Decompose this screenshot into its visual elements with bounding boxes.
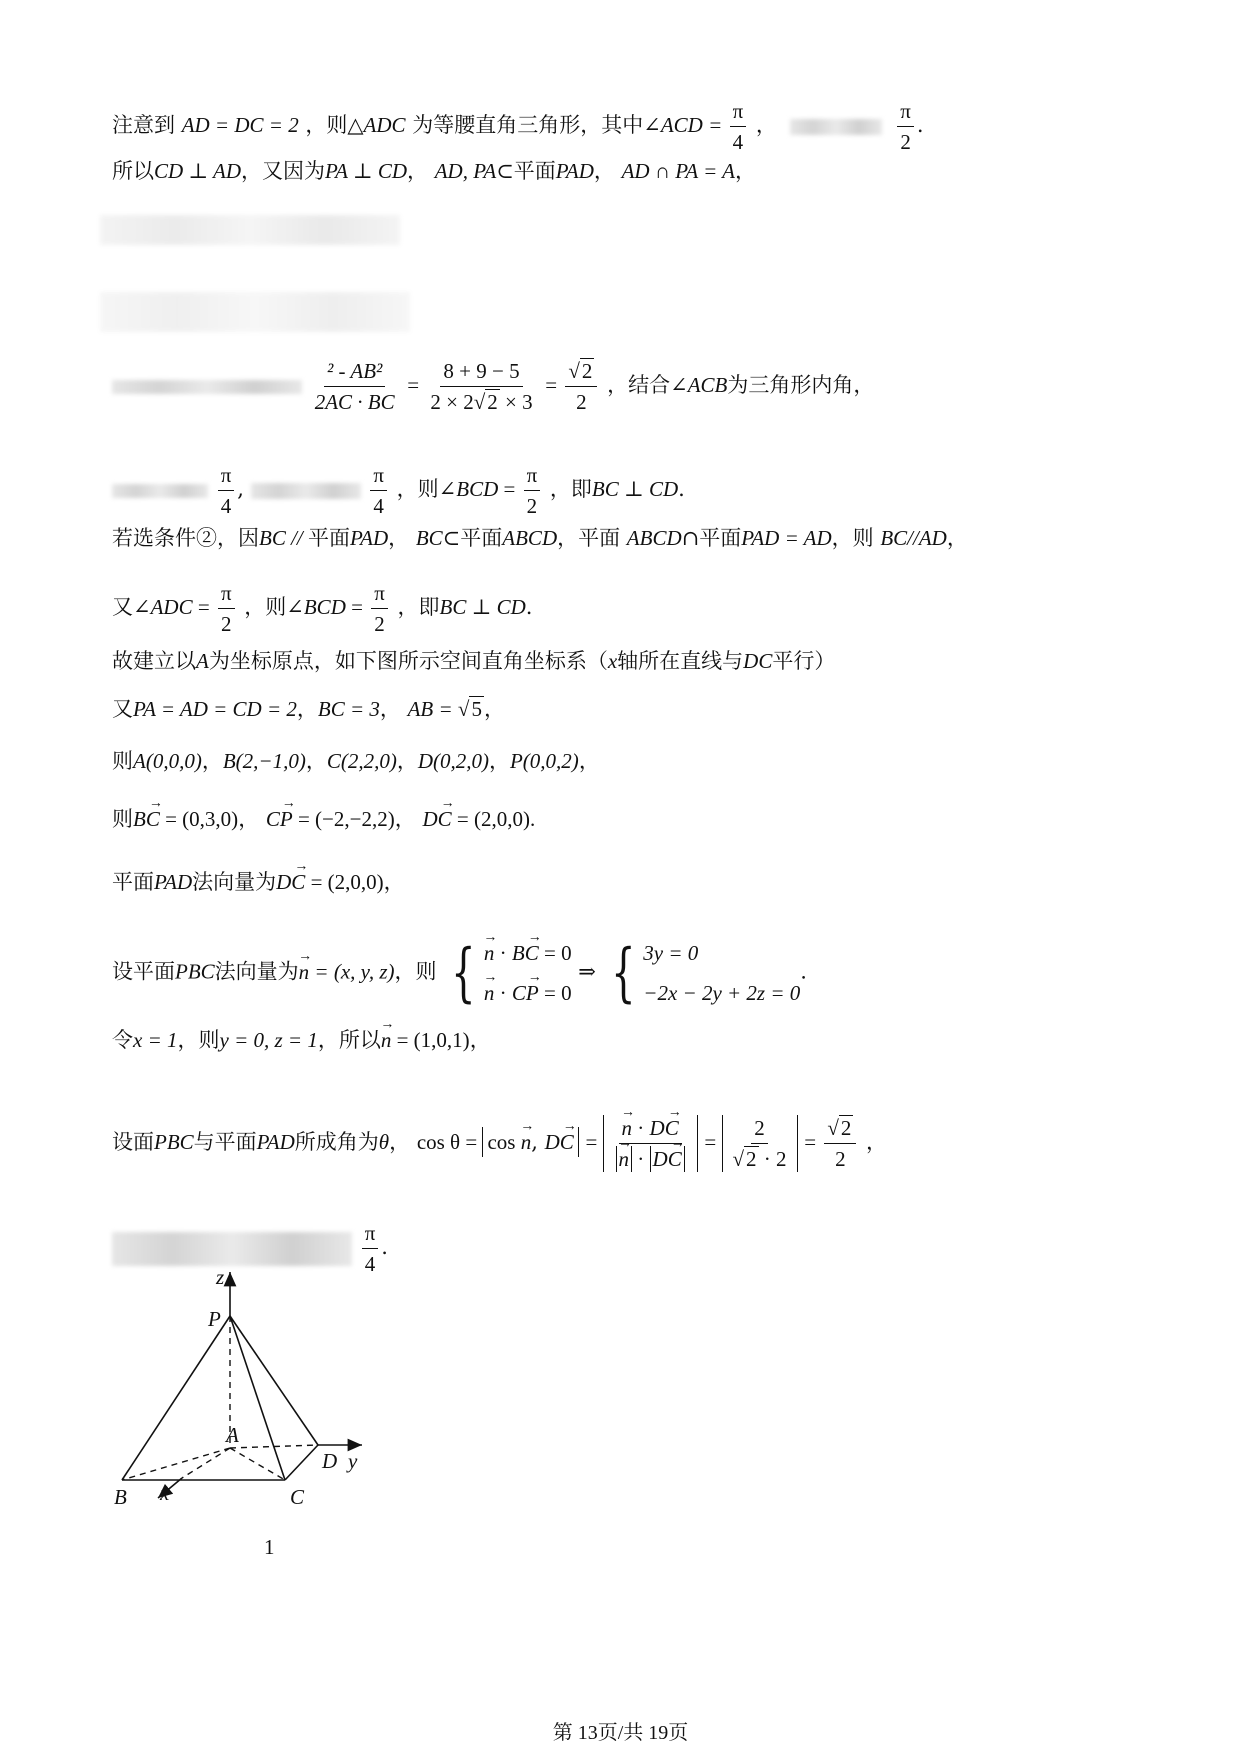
pyramid-figure: [100, 1270, 420, 1600]
label-y: y: [348, 1449, 358, 1473]
label-x: x: [160, 1481, 170, 1505]
text: 注意到: [112, 113, 175, 137]
line-14: 设面PBC与平面PAD所成角为θ， cos θ = cos → n, → DC = → n · → DC → n · → DC = $\frac{2}{√2 \cdot 2}$ = $\frac{√2}{2}$ ，: [112, 1115, 887, 1172]
fraction: $\frac{\pi}{2}$: [897, 98, 914, 155]
line-11: 平面PAD法向量为→ DC = (2,0,0)，: [112, 867, 405, 897]
page-footer: 第 13页/共 19页: [552, 1722, 689, 1744]
blurred-region: [100, 292, 410, 332]
fraction: $\frac{\text{² - AB²}}{2AC \cdot BC}$: [314, 359, 395, 414]
edge-ac: [230, 1448, 285, 1480]
x-axis-dashed: [182, 1448, 230, 1478]
math: ACD: [660, 113, 703, 137]
line-7: 故建立以A为坐标原点，如下图所示空间直角坐标系（x轴所在直线与DC平行）: [112, 649, 836, 673]
math: ADC: [363, 113, 406, 137]
line-1: 注意到 AD = DC = 2 ，则△ADC 为等腰直角三角形，其中∠ACD = $\frac{\pi}{4}$ ， $\frac{\pi}{2}$ .: [112, 99, 924, 154]
line-2: 所以CD ⊥ AD，又因为PA ⊥ CD， AD, PA⊂平面PAD， AD ∩ PA = A，: [112, 159, 756, 183]
line-4: $\frac{\pi}{4}$ , $\frac{\pi}{4}$ ，则∠BCD = $\frac{\pi}{2}$ ，即BC ⊥ CD.: [112, 462, 685, 519]
edge-cd: [285, 1445, 318, 1480]
edge-pd: [230, 1316, 318, 1445]
fraction: $\frac{√2}{2}$: [565, 358, 597, 415]
blurred-region: [251, 483, 361, 499]
text: ，则△: [305, 113, 364, 137]
figure-caption: 1: [264, 1535, 275, 1559]
fraction: $\frac{8 + 9 - 5}{2 \times 2√2 \times 3}$: [430, 359, 533, 414]
label-a: A: [226, 1423, 239, 1447]
edge-pc: [230, 1316, 285, 1480]
fraction: $\frac{\pi}{4}$: [730, 98, 747, 155]
line-12: 设平面PBC法向量为→ n = (x, y, z)，则 { → n · → BC = 0 → n · → CP = 0 ⇒ { 3y = 0 −2x − 2y + 2z = 0 .: [112, 938, 807, 1008]
blurred-region: [790, 119, 882, 135]
text: 为等腰直角三角形，其中∠: [412, 113, 661, 137]
line-3: $\frac{\text{² - AB²}}{2AC \cdot BC}$ = $\frac{8 + 9 - 5}{2 \times 2√2 \times 3}$ = $\frac{√2}{2}$ ，结合∠ACB为三角形内角，: [112, 358, 874, 415]
label-b: B: [114, 1485, 127, 1509]
blurred-region: [112, 380, 302, 394]
edge-ab: [122, 1448, 230, 1480]
label-p: P: [208, 1307, 221, 1331]
line-13: 令x = 1，则y = 0, z = 1，所以→ n = (1,0,1)，: [112, 1025, 491, 1055]
label-d: D: [322, 1449, 338, 1473]
blurred-region: [100, 215, 400, 245]
system-right: { 3y = 0 −2x − 2y + 2z = 0: [610, 936, 801, 1010]
line-6: 又∠ADC = $\frac{\pi}{2}$ ，则∠BCD = $\frac{\pi}{2}$ ，即BC ⊥ CD.: [112, 581, 533, 636]
line-10: 则→ BC = (0,3,0)， → CP = (−2,−2,2)， → DC = (2,0,0).: [112, 804, 535, 834]
line-5: 若选条件②，因BC // 平面PAD， BC⊂平面ABCD，平面 ABCD∩平面PAD = AD，则 BC//AD，: [112, 526, 968, 550]
line-9: 则A(0,0,0)，B(2,−1,0)，C(2,2,0)，D(0,2,0)，P(0,0,2)，: [112, 749, 600, 773]
blurred-region: [112, 1232, 352, 1266]
label-z: z: [216, 1270, 225, 1289]
system-left: { → n · → BC = 0 → n · → CP = 0: [443, 938, 571, 1008]
line-15: $\frac{\pi}{4}$ .: [112, 1220, 388, 1277]
math: AD = DC = 2: [181, 113, 299, 137]
blurred-region: [112, 484, 208, 498]
edge-pb: [122, 1316, 230, 1480]
label-c: C: [290, 1485, 305, 1509]
line-8: 又PA = AD = CD = 2，BC = 3， AB = √5，: [112, 697, 505, 721]
